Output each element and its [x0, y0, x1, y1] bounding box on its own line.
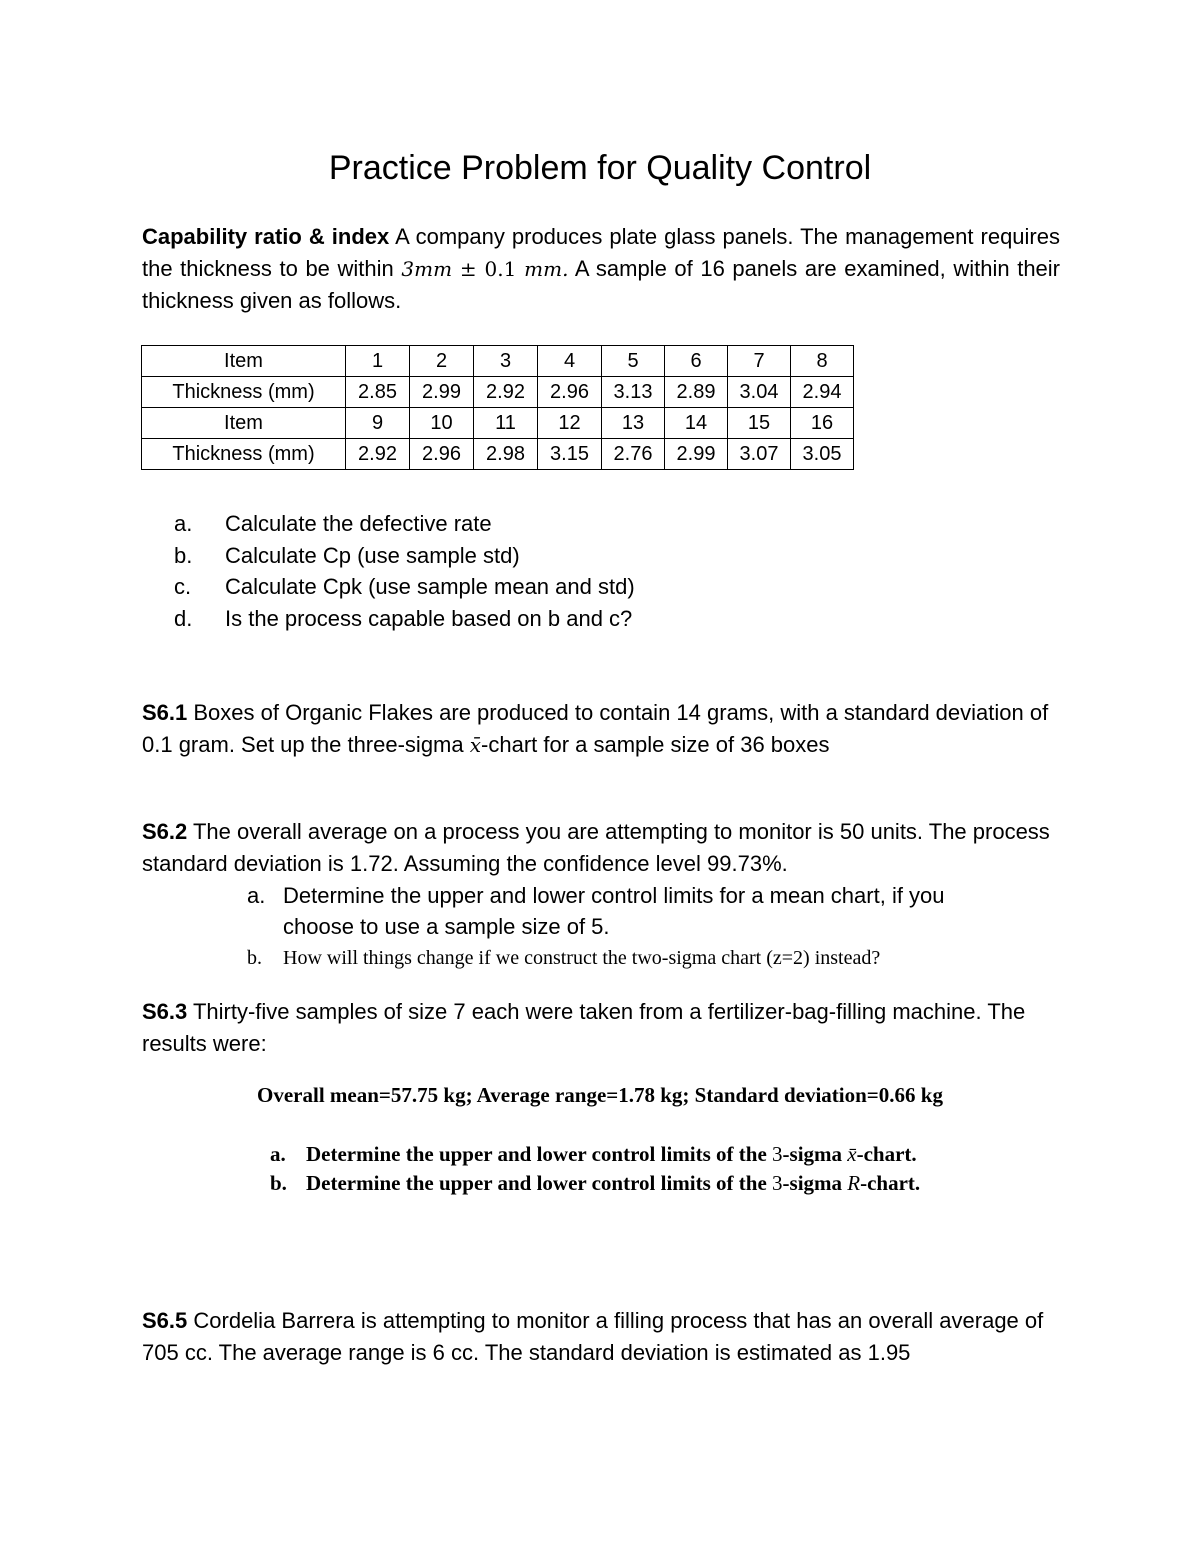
table-row: [142, 408, 854, 439]
question-text-line-2: choose to use a sample size of 5.: [283, 914, 610, 939]
table-row: [142, 439, 854, 470]
question-text-end: -chart.: [856, 1142, 917, 1166]
question-marker: a.: [270, 1142, 286, 1166]
problem-s6-1: [142, 697, 1060, 761]
table-cell: 9: [346, 408, 410, 439]
question-text-mid: -sigma: [782, 1142, 848, 1166]
table-cell: 2.76: [602, 439, 665, 470]
table-cell: 3.07: [728, 439, 791, 470]
question-marker: b.: [270, 1171, 287, 1195]
sigma-number: 3: [772, 1171, 783, 1195]
table-cell: 1: [346, 346, 410, 377]
table-cell: 13: [602, 408, 665, 439]
table-cell: 3: [474, 346, 538, 377]
question-text: Determine the upper and lower control limits of the: [306, 1171, 773, 1195]
table-cell: 14: [665, 408, 728, 439]
table-cell: 4: [538, 346, 602, 377]
question-text: Calculate Cpk (use sample mean and std): [225, 574, 635, 599]
question-b: [174, 540, 635, 572]
problem-label: S6.5: [142, 1308, 188, 1333]
table-cell: 3.13: [602, 377, 665, 408]
table-cell: 2: [410, 346, 474, 377]
question-marker: d.: [174, 605, 193, 631]
question-marker: b.: [174, 542, 193, 568]
table-cell: 2.94: [791, 377, 854, 408]
table-cell: 2.92: [474, 377, 538, 408]
table-cell: 2.96: [538, 377, 602, 408]
table-cell: 2.99: [410, 377, 474, 408]
problem-text: Boxes of Organic Flakes are produced to contain 14 grams, with a standard deviation of 0.1 gram. Set up the three-sigma: [142, 700, 1049, 757]
capability-text-2: A sample of 16 panels are examined, within their thickness given as follows.: [142, 256, 1061, 313]
thickness-table: [141, 345, 854, 470]
table-cell: 2.98: [474, 439, 538, 470]
table-cell: 16: [791, 408, 854, 439]
row-label: Item: [142, 408, 346, 439]
question-a: [174, 508, 635, 540]
sigma-number: 3: [772, 1142, 783, 1166]
question-text: Is the process capable based on b and c?: [225, 605, 633, 631]
problem-text: Thirty-five samples of size 7 each were taken from a fertilizer-bag-filling machine. The results were:: [142, 999, 1026, 1056]
table-cell: 3.15: [538, 439, 602, 470]
problem-s6-2: [142, 816, 1060, 880]
table-cell: 5: [602, 346, 665, 377]
question-d: [174, 603, 635, 635]
row-label: Thickness (mm): [142, 377, 346, 408]
row-label: Thickness (mm): [142, 439, 346, 470]
r-symbol: R: [847, 1171, 861, 1195]
problem-label: S6.1: [142, 700, 188, 725]
problem-text: Cordelia Barrera is attempting to monitor a filling process that has an overall average of 705 cc. The average range is 6 cc. The standard deviation is estimated as 1.95: [142, 1308, 1044, 1365]
question-marker: b.: [247, 947, 262, 969]
table-cell: 12: [538, 408, 602, 439]
table-cell: 2.85: [346, 377, 410, 408]
s6-2-question-a: [247, 880, 945, 942]
table-cell: 8: [791, 346, 854, 377]
capability-text-1: A company produces plate glass panels. The management requires the thickness to be within: [142, 224, 1060, 281]
s6-2-subquestions: [247, 880, 945, 974]
problem-label: S6.2: [142, 819, 188, 844]
table-cell: 2.92: [346, 439, 410, 470]
problem-s6-5: [142, 1305, 1060, 1369]
table-cell: 2.99: [665, 439, 728, 470]
question-text: Determine the upper and lower control limits of the: [306, 1142, 773, 1166]
table-cell: 11: [474, 408, 538, 439]
problem-s6-3: [142, 996, 1060, 1060]
capability-heading: Capability ratio & index: [142, 224, 390, 249]
question-text-end: -chart.: [860, 1171, 921, 1195]
table-cell: 7: [728, 346, 791, 377]
xbar-symbol: x̄: [847, 1142, 857, 1166]
question-text: Calculate Cp (use sample std): [225, 542, 520, 568]
table-cell: 6: [665, 346, 728, 377]
capability-question-list: [174, 508, 635, 634]
page-title: Practice Problem for Quality Control: [328, 149, 872, 187]
question-text-line-1: Determine the upper and lower control limits for a mean chart, if you: [283, 883, 945, 908]
problem-text-cont: -chart for a sample size of 36 boxes: [481, 732, 830, 757]
s6-2-question-b: [247, 943, 945, 974]
spec-tolerance: ± 0.1: [452, 257, 525, 281]
table-cell: 15: [728, 408, 791, 439]
xbar-symbol: x̄: [469, 733, 482, 757]
question-c: [174, 571, 635, 603]
table-cell: 10: [410, 408, 474, 439]
spec-value: 3mm: [401, 257, 453, 281]
table-row: [142, 377, 854, 408]
s6-3-question-b: [270, 1169, 920, 1198]
question-text: Calculate the defective rate: [225, 511, 492, 536]
table-cell: 3.05: [791, 439, 854, 470]
table-cell: 2.89: [665, 377, 728, 408]
spec-unit: mm.: [524, 257, 569, 281]
table-row: [142, 346, 854, 377]
s6-3-subquestions: [270, 1140, 920, 1198]
s6-3-summary: Overall mean=57.75 kg; Average range=1.78 kg; Standard deviation=0.66 kg: [257, 1083, 943, 1107]
table-cell: 2.96: [410, 439, 474, 470]
table-cell: 3.04: [728, 377, 791, 408]
question-text-mid: -sigma: [782, 1171, 848, 1195]
capability-problem: [142, 221, 1060, 317]
question-marker: c.: [174, 574, 192, 599]
row-label: Item: [142, 346, 346, 377]
problem-text: The overall average on a process you are attempting to monitor is 50 units. The process standard deviation is 1.72. Assuming the confidence level 99.73%.: [142, 819, 1050, 876]
question-marker: a.: [174, 511, 193, 536]
s6-3-question-a: [270, 1140, 920, 1169]
question-text: How will things change if we construct the two-sigma chart (z=2) instead?: [283, 947, 881, 969]
question-marker: a.: [247, 883, 266, 908]
problem-label: S6.3: [142, 999, 188, 1024]
